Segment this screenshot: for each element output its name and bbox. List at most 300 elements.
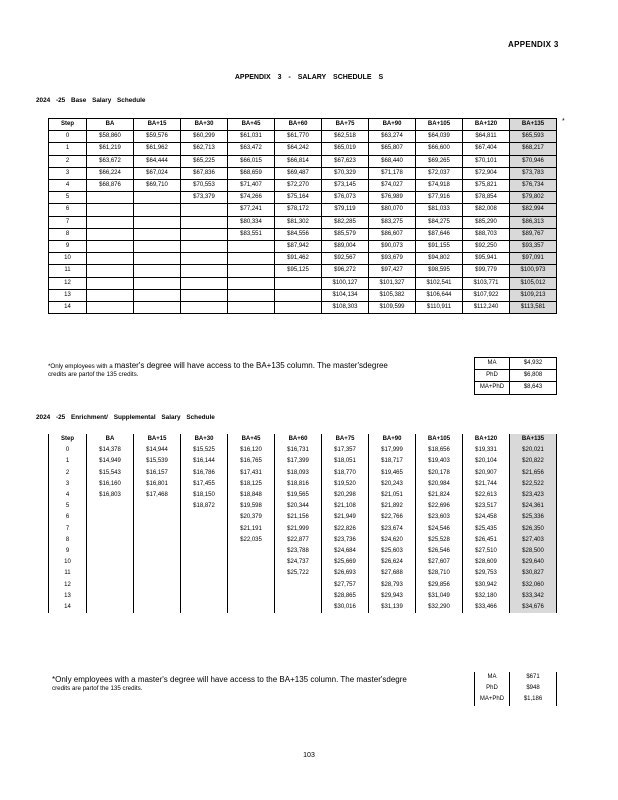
salary-cell: $72,037 <box>416 167 463 179</box>
salary-cell <box>228 580 275 591</box>
salary-cell <box>181 524 228 535</box>
salary-cell <box>134 241 181 253</box>
salary-cell <box>228 277 275 289</box>
salary-cell: $21,824 <box>416 490 463 501</box>
salary-cell: $18,848 <box>228 490 275 501</box>
salary-cell <box>87 501 134 512</box>
header-row <box>49 119 557 131</box>
salary-cell: $17,357 <box>322 445 369 456</box>
salary-cell: $84,556 <box>275 228 322 240</box>
salary-cell: $16,120 <box>228 445 275 456</box>
table-row <box>49 180 557 192</box>
salary-cell: $79,802 <box>510 192 557 204</box>
salary-cell: $83,275 <box>369 216 416 228</box>
salary-cell: $61,031 <box>228 131 275 143</box>
salary-cell: $95,941 <box>463 253 510 265</box>
salary-cell <box>134 602 181 613</box>
salary-cell: $63,274 <box>369 131 416 143</box>
table-row <box>49 456 557 467</box>
salary-cell: $70,101 <box>463 155 510 167</box>
salary-cell: $21,656 <box>510 468 557 479</box>
degree-amount: $1,186 <box>510 694 557 705</box>
table-row <box>49 192 557 204</box>
column-header: BA <box>87 119 134 131</box>
table-row <box>49 241 557 253</box>
column-header: BA+120 <box>463 434 510 445</box>
salary-cell: $23,674 <box>369 524 416 535</box>
salary-cell: $20,243 <box>369 479 416 490</box>
salary-cell: $22,766 <box>369 512 416 523</box>
salary-cell: $29,856 <box>416 580 463 591</box>
salary-cell: $18,816 <box>275 479 322 490</box>
salary-cell: $30,942 <box>463 580 510 591</box>
salary-cell: $27,403 <box>510 535 557 546</box>
salary-cell <box>228 253 275 265</box>
degree-label: MA+PhD <box>475 382 510 394</box>
salary-cell: $18,051 <box>322 456 369 467</box>
step-cell: 6 <box>49 204 87 216</box>
salary-cell: $21,949 <box>322 512 369 523</box>
degree-amount: $8,643 <box>510 382 557 394</box>
salary-cell: $86,607 <box>369 228 416 240</box>
salary-cell <box>87 289 134 301</box>
salary-cell: $14,949 <box>87 456 134 467</box>
step-cell: 2 <box>49 155 87 167</box>
salary-cell: $21,051 <box>369 490 416 501</box>
salary-cell: $61,219 <box>87 143 134 155</box>
salary-cell: $66,015 <box>228 155 275 167</box>
degree-amount: $4,932 <box>510 358 557 370</box>
salary-cell: $28,793 <box>369 580 416 591</box>
salary-cell: $64,039 <box>416 131 463 143</box>
salary-cell: $24,546 <box>416 524 463 535</box>
salary-cell: $80,334 <box>228 216 275 228</box>
degree-extra-row <box>475 370 557 382</box>
salary-cell: $24,458 <box>463 512 510 523</box>
salary-cell: $20,907 <box>463 468 510 479</box>
column-header: BA+90 <box>369 434 416 445</box>
salary-cell: $87,646 <box>416 228 463 240</box>
salary-cell: $62,713 <box>181 143 228 155</box>
appendix-label: APPENDIX 3 <box>508 40 559 49</box>
salary-cell: $31,049 <box>416 591 463 602</box>
salary-cell <box>134 557 181 568</box>
salary-cell: $18,093 <box>275 468 322 479</box>
salary-cell: $25,603 <box>369 546 416 557</box>
table-row <box>49 580 557 591</box>
salary-cell: $64,811 <box>463 131 510 143</box>
salary-cell: $72,270 <box>275 180 322 192</box>
salary-cell: $17,468 <box>134 490 181 501</box>
salary-cell: $19,331 <box>463 445 510 456</box>
salary-cell: $94,802 <box>416 253 463 265</box>
salary-cell <box>87 557 134 568</box>
salary-cell: $20,379 <box>228 512 275 523</box>
salary-cell: $70,553 <box>181 180 228 192</box>
step-cell: 4 <box>49 490 87 501</box>
salary-cell: $20,298 <box>322 490 369 501</box>
salary-cell: $25,669 <box>322 557 369 568</box>
salary-cell <box>275 302 322 314</box>
salary-cell <box>134 524 181 535</box>
salary-cell: $26,693 <box>322 568 369 579</box>
column-header: BA+75 <box>322 119 369 131</box>
salary-cell: $18,872 <box>181 501 228 512</box>
table-row <box>49 591 557 602</box>
salary-cell: $32,290 <box>416 602 463 613</box>
salary-cell: $18,770 <box>322 468 369 479</box>
salary-cell: $28,609 <box>463 557 510 568</box>
salary-cell: $22,826 <box>322 524 369 535</box>
salary-cell <box>181 265 228 277</box>
salary-cell: $58,860 <box>87 131 134 143</box>
salary-cell: $31,139 <box>369 602 416 613</box>
salary-cell: $17,431 <box>228 468 275 479</box>
salary-cell: $63,672 <box>87 155 134 167</box>
salary-cell <box>228 289 275 301</box>
table-row <box>49 131 557 143</box>
base-salary-table <box>48 118 557 314</box>
salary-cell: $23,736 <box>322 535 369 546</box>
salary-cell <box>87 602 134 613</box>
salary-cell <box>87 512 134 523</box>
salary-cell: $104,134 <box>322 289 369 301</box>
salary-cell <box>228 546 275 557</box>
column-header: BA+105 <box>416 119 463 131</box>
column-header: BA+45 <box>228 119 275 131</box>
salary-cell: $20,178 <box>416 468 463 479</box>
salary-cell: $20,021 <box>510 445 557 456</box>
schedule1-note-part1: *Only employees with a <box>48 363 113 370</box>
salary-cell: $28,710 <box>416 568 463 579</box>
step-cell: 12 <box>49 277 87 289</box>
salary-cell <box>181 535 228 546</box>
table-row <box>49 253 557 265</box>
salary-cell: $86,313 <box>510 216 557 228</box>
step-cell: 13 <box>49 591 87 602</box>
salary-cell: $30,827 <box>510 568 557 579</box>
table-row <box>49 535 557 546</box>
salary-cell <box>87 228 134 240</box>
header-row <box>49 434 557 445</box>
salary-cell: $25,435 <box>463 524 510 535</box>
salary-cell: $67,836 <box>181 167 228 179</box>
step-cell: 0 <box>49 131 87 143</box>
salary-cell: $16,160 <box>87 479 134 490</box>
salary-cell: $20,344 <box>275 501 322 512</box>
salary-cell: $23,788 <box>275 546 322 557</box>
salary-cell: $65,225 <box>181 155 228 167</box>
salary-cell: $96,272 <box>322 265 369 277</box>
salary-cell: $30,016 <box>322 602 369 613</box>
salary-cell: $93,357 <box>510 241 557 253</box>
salary-cell: $26,451 <box>463 535 510 546</box>
salary-cell: $25,722 <box>275 568 322 579</box>
step-cell: 3 <box>49 479 87 490</box>
salary-cell: $103,771 <box>463 277 510 289</box>
salary-cell <box>87 546 134 557</box>
salary-cell: $82,008 <box>463 204 510 216</box>
salary-cell: $16,801 <box>134 479 181 490</box>
salary-cell <box>87 580 134 591</box>
salary-cell <box>134 512 181 523</box>
schedule2-note <box>52 676 474 693</box>
salary-cell <box>134 289 181 301</box>
salary-cell <box>181 546 228 557</box>
salary-cell: $16,765 <box>228 456 275 467</box>
schedule2-title: -25 Enrichment/ Supplemental Salary Schedule <box>56 414 215 421</box>
salary-cell: $101,327 <box>369 277 416 289</box>
salary-cell: $91,155 <box>416 241 463 253</box>
salary-cell <box>134 568 181 579</box>
salary-cell: $74,027 <box>369 180 416 192</box>
table-row <box>49 289 557 301</box>
schedule1-year: 2024 <box>36 97 51 104</box>
salary-cell: $78,172 <box>275 204 322 216</box>
salary-cell: $23,517 <box>463 501 510 512</box>
salary-cell: $16,144 <box>181 456 228 467</box>
salary-cell <box>181 228 228 240</box>
table-row <box>49 468 557 479</box>
salary-cell <box>87 524 134 535</box>
salary-cell: $76,734 <box>510 180 557 192</box>
salary-cell <box>275 289 322 301</box>
salary-cell: $76,989 <box>369 192 416 204</box>
column-header: BA+30 <box>181 434 228 445</box>
salary-cell: $26,624 <box>369 557 416 568</box>
salary-cell: $77,916 <box>416 192 463 204</box>
step-cell: 8 <box>49 535 87 546</box>
schedule1-degree-extras <box>474 357 557 395</box>
salary-cell <box>87 591 134 602</box>
schedule1-note <box>48 362 474 379</box>
salary-cell: $106,644 <box>416 289 463 301</box>
salary-cell <box>181 580 228 591</box>
column-header: BA+15 <box>134 434 181 445</box>
salary-cell: $100,973 <box>510 265 557 277</box>
salary-cell <box>181 204 228 216</box>
salary-cell: $27,688 <box>369 568 416 579</box>
salary-cell <box>134 192 181 204</box>
page-number: 103 <box>303 752 315 759</box>
salary-cell: $15,539 <box>134 456 181 467</box>
salary-cell <box>134 302 181 314</box>
step-cell: 7 <box>49 216 87 228</box>
salary-cell <box>87 241 134 253</box>
step-cell: 0 <box>49 445 87 456</box>
degree-amount: $948 <box>510 683 557 694</box>
salary-cell: $68,440 <box>369 155 416 167</box>
salary-cell: $14,944 <box>134 445 181 456</box>
salary-cell <box>134 277 181 289</box>
table-row <box>49 265 557 277</box>
salary-cell <box>134 591 181 602</box>
salary-cell: $72,904 <box>463 167 510 179</box>
salary-cell: $28,865 <box>322 591 369 602</box>
table-row <box>49 501 557 512</box>
salary-cell <box>134 216 181 228</box>
schedule1-note-line2: credits are partof the 135 credits. <box>48 371 139 378</box>
salary-cell: $73,379 <box>181 192 228 204</box>
salary-cell: $112,240 <box>463 302 510 314</box>
salary-cell <box>181 557 228 568</box>
salary-cell: $68,659 <box>228 167 275 179</box>
salary-cell <box>228 265 275 277</box>
salary-cell <box>181 568 228 579</box>
salary-cell: $60,299 <box>181 131 228 143</box>
column-header: BA+60 <box>275 434 322 445</box>
salary-cell: $29,943 <box>369 591 416 602</box>
salary-cell: $91,462 <box>275 253 322 265</box>
salary-cell: $18,717 <box>369 456 416 467</box>
salary-cell: $22,613 <box>463 490 510 501</box>
salary-cell: $20,104 <box>463 456 510 467</box>
salary-cell: $29,640 <box>510 557 557 568</box>
salary-cell: $76,073 <box>322 192 369 204</box>
schedule2-note-part1: *Only employees with a master's degree will have access to the BA+135 column. The master'sdegre <box>52 675 407 684</box>
salary-cell: $74,918 <box>416 180 463 192</box>
salary-cell <box>134 204 181 216</box>
salary-cell: $61,770 <box>275 131 322 143</box>
degree-amount: $6,808 <box>510 370 557 382</box>
salary-cell: $73,783 <box>510 167 557 179</box>
salary-cell: $107,922 <box>463 289 510 301</box>
salary-cell: $102,541 <box>416 277 463 289</box>
salary-cell <box>87 265 134 277</box>
salary-cell: $82,994 <box>510 204 557 216</box>
degree-extra-row <box>475 358 557 370</box>
supplemental-salary-table <box>48 434 557 613</box>
salary-cell: $69,487 <box>275 167 322 179</box>
salary-cell: $32,180 <box>463 591 510 602</box>
salary-cell <box>275 602 322 613</box>
column-header: BA+30 <box>181 119 228 131</box>
salary-cell: $24,737 <box>275 557 322 568</box>
table-row <box>49 490 557 501</box>
column-header: BA+60 <box>275 119 322 131</box>
salary-cell: $67,623 <box>322 155 369 167</box>
salary-cell: $15,525 <box>181 445 228 456</box>
degree-extra-row <box>475 672 557 683</box>
salary-cell: $83,551 <box>228 228 275 240</box>
salary-cell: $92,567 <box>322 253 369 265</box>
salary-cell: $19,465 <box>369 468 416 479</box>
salary-cell: $89,004 <box>322 241 369 253</box>
step-cell: 13 <box>49 289 87 301</box>
table-row <box>49 546 557 557</box>
salary-cell: $21,156 <box>275 512 322 523</box>
salary-cell: $17,999 <box>369 445 416 456</box>
schedule2-year: 2024 <box>36 414 51 421</box>
salary-cell: $95,125 <box>275 265 322 277</box>
salary-cell: $93,679 <box>369 253 416 265</box>
salary-cell <box>134 228 181 240</box>
step-cell: 1 <box>49 143 87 155</box>
step-cell: 2 <box>49 468 87 479</box>
salary-cell <box>87 302 134 314</box>
salary-cell: $97,091 <box>510 253 557 265</box>
salary-cell: $64,444 <box>134 155 181 167</box>
salary-cell: $98,595 <box>416 265 463 277</box>
step-cell: 10 <box>49 557 87 568</box>
salary-cell <box>87 192 134 204</box>
asterisk-mark: * <box>562 118 565 125</box>
salary-cell: $21,892 <box>369 501 416 512</box>
salary-cell: $18,150 <box>181 490 228 501</box>
salary-cell: $90,073 <box>369 241 416 253</box>
salary-cell: $63,472 <box>228 143 275 155</box>
salary-cell <box>181 277 228 289</box>
step-cell: 12 <box>49 580 87 591</box>
column-header: BA+120 <box>463 119 510 131</box>
degree-extra-row <box>475 382 557 394</box>
salary-cell: $20,984 <box>416 479 463 490</box>
salary-cell <box>134 253 181 265</box>
salary-cell: $26,546 <box>416 546 463 557</box>
salary-cell: $25,336 <box>510 512 557 523</box>
salary-cell: $33,342 <box>510 591 557 602</box>
degree-label: PhD <box>475 683 510 694</box>
step-cell: 1 <box>49 456 87 467</box>
salary-cell: $27,757 <box>322 580 369 591</box>
salary-cell: $21,999 <box>275 524 322 535</box>
salary-cell: $71,407 <box>228 180 275 192</box>
salary-cell: $105,382 <box>369 289 416 301</box>
salary-cell: $24,620 <box>369 535 416 546</box>
salary-cell: $19,598 <box>228 501 275 512</box>
salary-cell: $24,361 <box>510 501 557 512</box>
salary-cell: $78,854 <box>463 192 510 204</box>
degree-label: MA+PhD <box>475 694 510 705</box>
salary-cell: $19,520 <box>322 479 369 490</box>
schedule1-title: -25 Base Salary Schedule <box>56 97 146 104</box>
salary-cell: $113,581 <box>510 302 557 314</box>
salary-cell: $27,510 <box>463 546 510 557</box>
schedule2-heading <box>36 414 215 421</box>
salary-cell <box>228 602 275 613</box>
salary-cell <box>134 535 181 546</box>
salary-cell: $84,275 <box>416 216 463 228</box>
column-header: BA+75 <box>322 434 369 445</box>
salary-cell <box>181 253 228 265</box>
salary-cell: $16,731 <box>275 445 322 456</box>
table-row <box>49 557 557 568</box>
salary-cell <box>181 602 228 613</box>
degree-amount: $671 <box>510 672 557 683</box>
step-cell: 7 <box>49 524 87 535</box>
salary-cell: $16,803 <box>87 490 134 501</box>
salary-cell: $16,786 <box>181 468 228 479</box>
salary-cell: $69,265 <box>416 155 463 167</box>
salary-cell: $108,303 <box>322 302 369 314</box>
salary-cell: $82,285 <box>322 216 369 228</box>
salary-cell: $110,911 <box>416 302 463 314</box>
salary-cell: $64,242 <box>275 143 322 155</box>
step-cell: 6 <box>49 512 87 523</box>
salary-cell: $21,191 <box>228 524 275 535</box>
table-row <box>49 277 557 289</box>
salary-cell: $27,607 <box>416 557 463 568</box>
step-cell: 9 <box>49 241 87 253</box>
table-row <box>49 445 557 456</box>
table-row <box>49 143 557 155</box>
salary-cell: $100,127 <box>322 277 369 289</box>
salary-cell: $109,213 <box>510 289 557 301</box>
salary-cell <box>228 557 275 568</box>
salary-cell <box>228 302 275 314</box>
degree-extra-row <box>475 694 557 705</box>
salary-cell <box>228 568 275 579</box>
